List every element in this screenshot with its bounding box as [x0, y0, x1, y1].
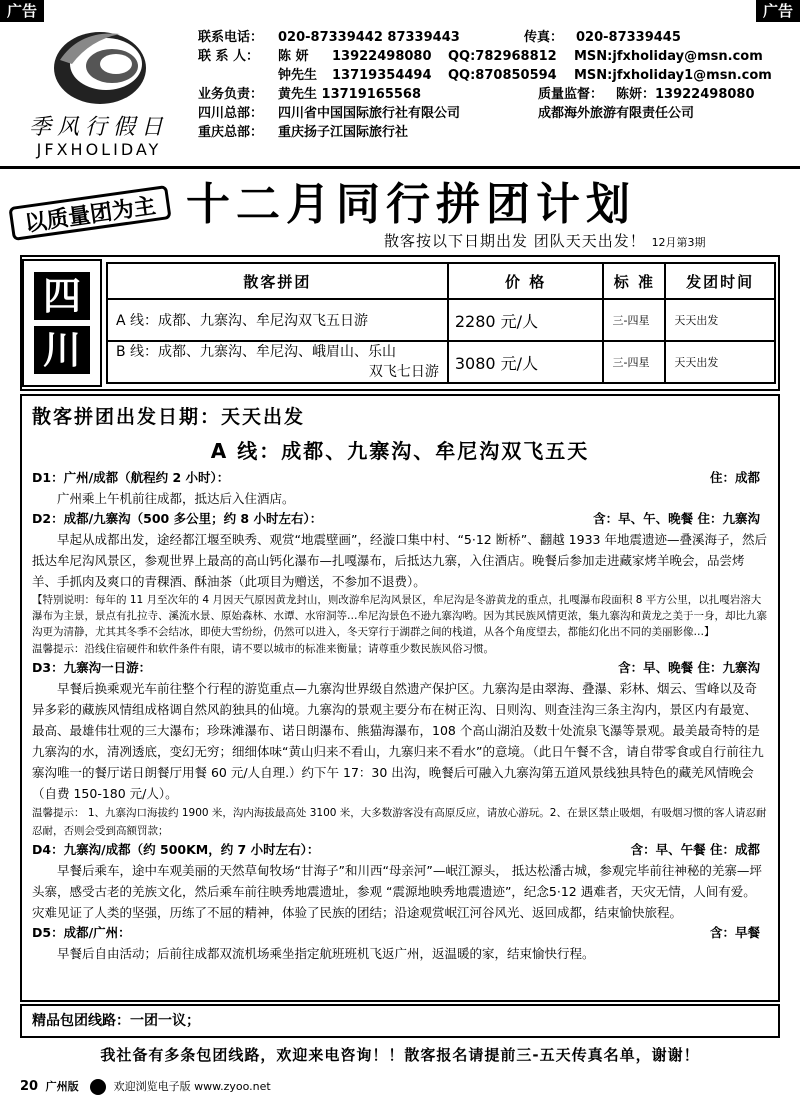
table-row: [107, 341, 775, 383]
table-header-row: [107, 263, 775, 299]
magazine-logo-icon: [90, 1079, 106, 1095]
contact-label: 联 系 人：: [198, 49, 260, 64]
package-tour-line: 精品包团线路：一团一议；: [20, 1004, 780, 1038]
itinerary-heading: 散客拼团出发日期：天天出发: [32, 406, 306, 428]
page-title: 十二月同行拼团计划: [186, 179, 636, 230]
person2-qq: QQ:870850594: [448, 68, 557, 83]
contact-block: [198, 28, 794, 142]
contact-row-phone: [198, 28, 794, 47]
col-header-standard: 标 准: [603, 263, 665, 299]
day-2-note: 【特别说明：每年的 11 月至次年的 4 月因天气原因黄龙封山，则改游牟尼沟风景区，牟尼沟是冬游黄龙的重点，扎嘎瀑布段面积 8 平方公里，以扎嘎岩溶大瀑布为主景，景点有扎拉寺、溪流水景、原始森林、水谭、水帘洞等…牟尼沟景色不逊九寨沟哟。因为其民族风情更浓，集九寨沟和黄龙之美于一身，却比九寨沟更为清静，尤其其冬季不会结冰，即使大雪纷纷，仍然可以进入，冬天穿行于湖群之间的栈道，从各个角度望去，都能幻化出不同的美丽影像…】: [32, 594, 767, 638]
fax-value: 020-87339445: [576, 30, 681, 45]
day-5-header: [32, 923, 768, 943]
company-logo: [10, 20, 188, 160]
person1-msn[interactable]: MSN:jfxholiday@msn.com: [574, 49, 763, 64]
day-4-meals: 含：早、午餐 住：成都: [630, 842, 760, 857]
region-badge: [22, 259, 102, 387]
standard-b: 三-四星: [603, 341, 665, 383]
departure-b: 天天出发: [665, 341, 775, 383]
region-char-2: 川: [34, 326, 90, 374]
day-2-tip: 温馨提示：沿线住宿硬件和软件条件有限，请不要以城市的标准来衡量；请尊重少数民族风俗习惯。: [32, 643, 494, 655]
chengdu-value: 成都海外旅游有限责任公司: [538, 106, 695, 121]
footer-note: 我社备有多条包团线路，欢迎来电咨询！！散客报名请提前三-五天传真名单，谢谢！: [100, 1046, 700, 1064]
ad-tag-left: 广告: [0, 0, 44, 22]
person2-name: 钟先生: [278, 68, 318, 83]
business-label: 业务负责：: [198, 87, 264, 102]
person2-phone: 13719354494: [332, 68, 432, 83]
person1-qq: QQ:782968812: [448, 49, 557, 64]
day-3-header: [32, 658, 768, 678]
route-b-line2: 双飞七日游: [368, 364, 439, 380]
day-4-title: D4：九寨沟/成都（约 500KM，约 7 小时左右）：: [32, 842, 320, 857]
day-2-header: [32, 509, 768, 529]
day-3-tip: 温馨提示： 1、九寨沟口海拔约 1900 米，沟内海拔最高处 3100 米，大多数游客没有高原反应，请放心游玩。2、在景区禁止吸烟，有吸烟习惯的客人请忍耐忍耐，否则会受到高额罚款；: [32, 807, 767, 837]
page-number: 20: [20, 1079, 39, 1094]
issue-label: 12月第3期: [651, 236, 706, 249]
itinerary-section: [20, 394, 780, 1002]
chongqing-value: 重庆扬子江国际旅行社: [278, 125, 409, 140]
sichuan-value: 四川省中国国际旅行社有限公司: [278, 106, 461, 121]
departure-a: 天天出发: [665, 299, 775, 341]
col-header-departure: 发团时间: [665, 263, 775, 299]
route-b-line1: B 线：成都、九寨沟、牟尼沟、峨眉山、乐山: [116, 344, 397, 360]
day-3-meals: 含：早、晚餐 住：九寨沟: [618, 660, 760, 675]
day-1-text: 广州乘上午机前往成都，抵达后入住酒店。: [57, 491, 295, 506]
quality-label: 质量监督：: [538, 87, 604, 102]
bottom-bar: [20, 1078, 271, 1096]
edition-label: 广州版: [45, 1080, 79, 1093]
ad-tag-right: 广告: [756, 0, 800, 22]
contact-row-person1: [198, 47, 794, 66]
logo-name-en: JFXHOLIDAY: [36, 140, 162, 159]
person1-phone: 13922498080: [332, 49, 432, 64]
fax-label: 传真：: [524, 30, 564, 45]
route-b: [107, 341, 448, 383]
day-2-meals: 含：早、午、晚餐 住：九寨沟: [593, 511, 760, 526]
col-header-price: 价 格: [448, 263, 604, 299]
day-5-meals: 含：早餐: [709, 925, 760, 940]
day-5-text: 早餐后自由活动；后前往成都双流机场乘坐指定航班班机飞返广州，返温暖的家，结束愉快行程。: [57, 946, 595, 961]
day-5-title: D5：成都/广州：: [32, 925, 131, 940]
day-1-title: D1：广州/成都（航程约 2 小时）：: [32, 470, 230, 485]
page-subtitle: [384, 230, 794, 251]
day-3-title: D3：九寨沟一日游：: [32, 660, 152, 675]
day-2-title: D2：成都/九寨沟（500 多公里；约 8 小时左右）：: [32, 511, 323, 526]
standard-a: 三-四星: [603, 299, 665, 341]
contact-row-person2: [198, 66, 794, 85]
person2-msn[interactable]: MSN:jfxholiday1@msn.com: [574, 68, 772, 83]
subtitle-text: 散客按以下日期出发 团队天天出发！: [384, 232, 646, 250]
day-1-header: [32, 468, 768, 488]
chongqing-label: 重庆总部：: [198, 125, 264, 140]
price-b: 3080 元/人: [448, 341, 604, 383]
day-3-text: 早餐后换乘观光车前往整个行程的游览重点—九寨沟世界级自然遗产保护区。九寨沟是由翠海、叠瀑、彩林、烟云、雪峰以及奇异多彩的藏族风情组成格调自然风韵独具的仙境。九寨沟的景观主要分布在树正沟、日则沟、则查洼沟三条主沟内，景区内有最宽、最高、最雄伟壮观的三大瀑布；珍珠滩瀑布、诺日朗瀑布、熊猫海瀑布，108 个高山湖泊及数十处流泉飞瀑等景观。最美最奇特的是九寨沟的水，清冽透底，变幻无穷；细细体味“黄山归来不看山，九寨归来不看水”的意境。（此日午餐不含，请自带零食或自行前往九寨沟唯一的餐厅诺日朗餐厅用餐 60 元/人自理.）约下午 17：30 出沟，晚餐后可融入九寨沟第五道风景线独具特色的藏羌风情晚会（自费 150-180 元/人）。: [32, 681, 764, 801]
contact-row-sichuan: [198, 104, 794, 123]
sichuan-label: 四川总部：: [198, 106, 264, 121]
bottom-text[interactable]: 欢迎浏览电子版 www.zyoo.net: [113, 1080, 271, 1093]
route-table: [106, 262, 776, 384]
quality-value: 陈妍：13922498080: [616, 87, 755, 102]
day-4-header: [32, 840, 768, 860]
phone-label: 联系电话：: [198, 30, 264, 45]
col-header-route: 散客拼团: [107, 263, 448, 299]
person1-name: 陈 妍: [278, 49, 309, 64]
logo-name-cn: 季风行假日: [28, 115, 169, 140]
phone-value: 020-87339442 87339443: [278, 30, 460, 45]
day-2-text: 早起从成都出发，途经都江堰至映秀、观赏“地震壁画”，经漩口集中村、“5·12 断桥”、翻越 1933 年地震遗迹—叠溪海子，然后抵达牟尼沟风景区，参观世界上最高的高山钙化瀑布—扎嘎瀑布，后抵达九寨，入住酒店。晚餐后参加走进藏家烤羊晚会，品尝烤羊、手抓肉及爽口的青稞酒、酥油茶（此项目为赠送，不参加不退费）。: [32, 532, 767, 589]
day-1-meals: 住：成都: [709, 470, 760, 485]
swirl-logo-icon: [50, 20, 150, 110]
business-value: 黄先生 13719165568: [278, 87, 422, 102]
slogan-badge: 以质量团为主: [8, 185, 171, 241]
contact-row-business: [198, 85, 794, 104]
route-a: A 线：成都、九寨沟、牟尼沟双飞五日游: [107, 299, 448, 341]
table-row: [107, 299, 775, 341]
itinerary-route-title: A 线：成都、九寨沟、牟尼沟双飞五天: [210, 439, 590, 463]
price-a: 2280 元/人: [448, 299, 604, 341]
day-4-text: 早餐后乘车，途中车观美丽的天然草甸牧场“甘海子”和川西“母亲河”—岷江源头， 抵达松潘古城，参观完毕前往神秘的羌寨—坪头寨，感受古老的羌族文化，然后乘车前往映秀地震遗址，参观 “震源地映秀地震遗迹”，纪念5·12 遇难者，天灾无情，人间有爱。灾难见证了人类的坚强，历练了不屈的精神，体验了民族的团结；沿途观赏岷江河谷风光、返回成都，结束愉快旅程。: [32, 863, 762, 920]
contact-row-chongqing: [198, 123, 794, 142]
region-char-1: 四: [34, 272, 90, 320]
